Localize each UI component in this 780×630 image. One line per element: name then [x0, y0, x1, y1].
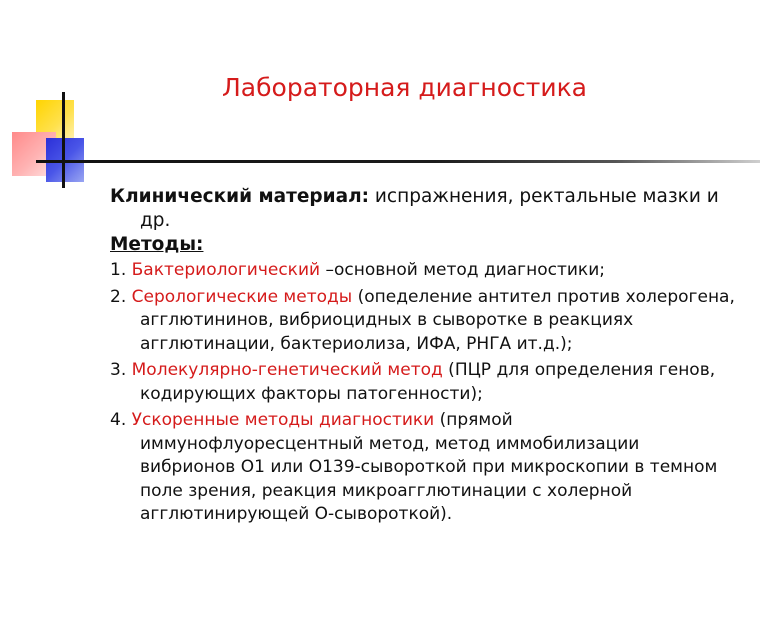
method-description: –основной метод диагностики;: [320, 260, 605, 280]
method-item-4: [110, 409, 740, 527]
method-description: (ПЦР для определения генов, кодирующих факторы патогенности);: [140, 360, 716, 404]
methods-heading-text: Методы:: [110, 234, 204, 255]
slide-body: [110, 185, 740, 527]
method-name: Молекулярно-генетический метод: [126, 360, 443, 380]
clinical-material-paragraph: [110, 185, 740, 233]
method-name: Ускоренные методы диагностики: [126, 410, 435, 430]
method-number: 4.: [110, 410, 127, 430]
title-underline: [36, 160, 760, 163]
clinical-material-label: Клинический материал:: [110, 186, 370, 207]
clinical-material-text: испражнения, ректальные мазки и др.: [140, 186, 719, 231]
method-number: 1.: [110, 260, 127, 280]
method-name: Бактериологический: [126, 260, 321, 280]
method-description: (опеделение антител против холерогена, агглютининов, вибриоцидных в сыворотке в реакциях агглютинации, бактериолиза, ИФА, РНГА ит.д.);: [140, 286, 735, 354]
method-number: 3.: [110, 360, 127, 380]
method-item-2: [110, 286, 740, 357]
decor-vertical-line: [62, 92, 65, 188]
methods-heading: [110, 233, 740, 257]
method-item-3: [110, 359, 740, 406]
slide-title: Лабораторная диагностика: [222, 73, 588, 102]
method-item-1: [110, 259, 740, 283]
method-description: (прямой иммунофлуоресцентный метод, метод иммобилизации вибрионов О1 или О139-сывороткой при микроскопии в темном поле зрения, реакция микроагглютинации с холерной агглютинирующей О-сывороткой).: [140, 410, 718, 524]
method-name: Серологические методы: [126, 286, 353, 307]
method-number: 2.: [110, 286, 127, 307]
